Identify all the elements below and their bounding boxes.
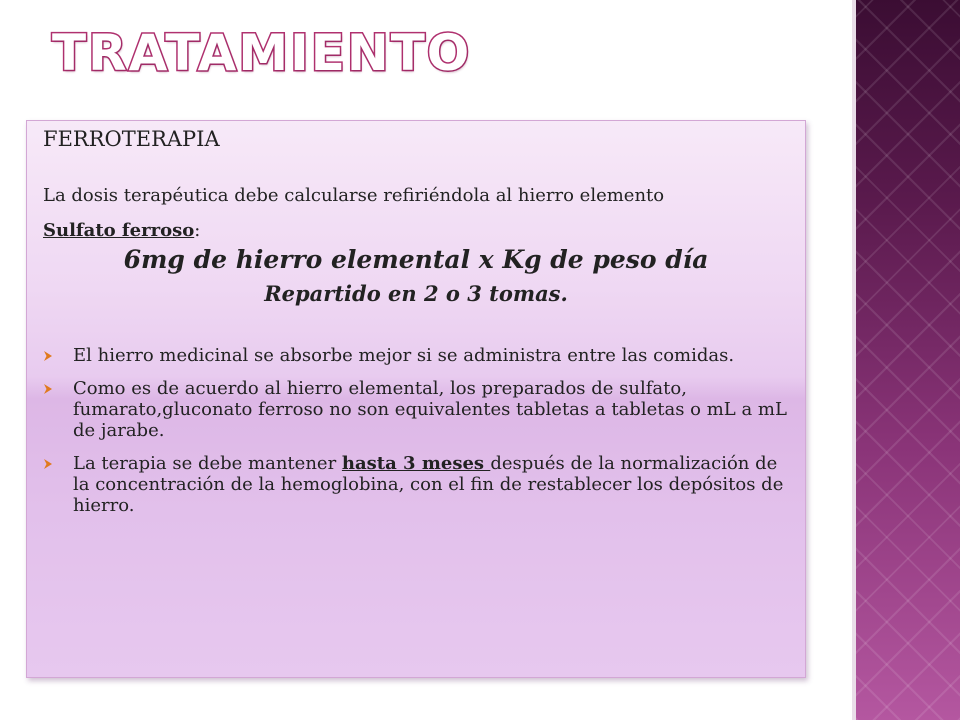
arrow-bullet-icon [43,351,53,361]
dose-schedule: Repartido en 2 o 3 tomas. [264,281,568,306]
intro-paragraph: La dosis terapéutica debe calcularse refiriéndola al hierro elemento [43,185,665,206]
drug-label-suffix: : [194,220,201,241]
bullet-text: El hierro medicinal se absorbe mejor si se administra entre las comidas. [73,345,735,366]
bullet-item [43,378,789,441]
drug-label: Sulfato ferroso [43,220,195,241]
bullet-text-after: después de la normalización de la concentración de la hemoglobina, con el fin de restablecer los depósitos de hierro. [73,453,784,516]
bullet-highlight: hasta 3 meses [341,453,491,474]
bullet-list [43,345,789,516]
slide-title: TRATAMIENTO [52,24,472,82]
bullet-item [43,345,789,366]
bullet-text: Como es de acuerdo al hierro elemental, los preparados de sulfato, fumarato,gluconato ferroso no son equivalentes tabletas a tabletas o mL a mL de jarabe. [73,378,787,441]
section-heading: FERROTERAPIA [43,127,220,151]
decorative-side-band [856,0,960,720]
drug-label-line [43,220,789,241]
bullet-text-before: La terapia se debe mantener [73,453,342,474]
arrow-bullet-icon [43,384,53,394]
bullet-item [43,453,789,516]
content-box [26,120,806,678]
arrow-bullet-icon [43,459,53,469]
dose-formula: 6mg de hierro elemental x Kg de peso día [123,245,709,274]
